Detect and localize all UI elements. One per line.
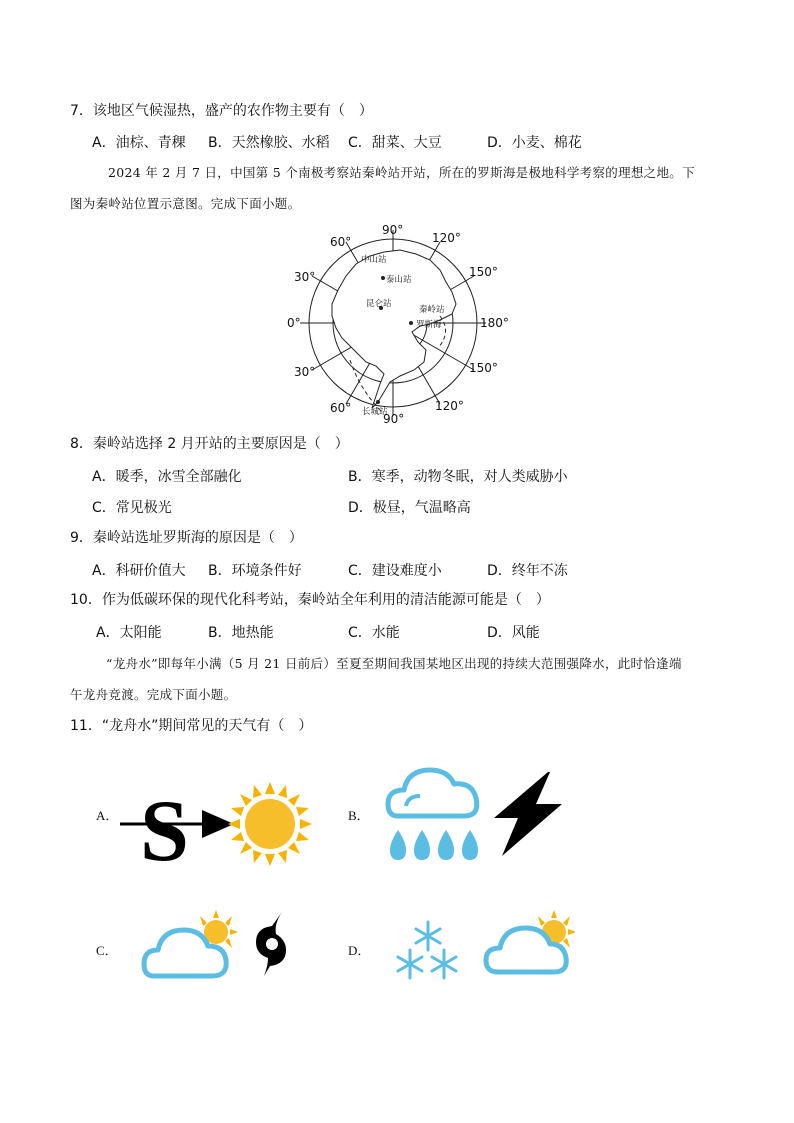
lightning-icon [494, 772, 562, 856]
q11-option-a-image[interactable] [118, 778, 318, 870]
q8-option-d[interactable]: D．极昼，气温略高 [348, 500, 471, 516]
q11-option-c-label[interactable]: C． [96, 943, 118, 958]
map-label-60-top: 60° [330, 235, 352, 249]
map-label-30-bottom: 30° [294, 365, 316, 379]
q10-option-b[interactable]: B．地热能 [208, 625, 274, 641]
q9-option-c[interactable]: C．建设难度小 [348, 563, 442, 579]
map-label-90-bottom: 90° [383, 412, 405, 426]
q7-option-a[interactable]: A．油棕、青稞 [92, 135, 186, 151]
antarctica-map [280, 220, 520, 430]
q7-stem: 7．该地区气候湿热，盛产的农作物主要有（ ） [70, 103, 373, 119]
map-label-180: 180° [480, 316, 509, 330]
map-station-changcheng: 长城站 [362, 407, 388, 417]
map-label-120-bottom: 120° [435, 399, 464, 413]
q8-stem: 8．秦岭站选择 2 月开站的主要原因是（ ） [70, 436, 349, 452]
passage1-line1: 2024 年 2 月 7 日，中国第 5 个南极考察站秦岭站开站，所在的罗斯海是极地科学考察的理想之地。下 [108, 165, 695, 180]
q9-option-b[interactable]: B．环境条件好 [208, 563, 302, 579]
map-station-qinling: 秦岭站 [419, 305, 445, 315]
q10-stem: 10．作为低碳环保的现代化科考站，秦岭站全年利用的清洁能源可能是（ ） [70, 592, 550, 608]
q11-option-b-label[interactable]: B． [348, 808, 370, 823]
snow-icon [398, 922, 456, 978]
q7-option-b[interactable]: B．天然橡胶、水稻 [208, 135, 330, 151]
rain-cloud-icon [388, 770, 478, 860]
wind-s-icon: S [140, 783, 189, 870]
passage1-line2: 图为秦岭站位置示意图。完成下面小题。 [70, 196, 301, 211]
map-station-taishan: 泰山站 [386, 275, 412, 285]
q11-option-d-label[interactable]: D． [348, 943, 371, 958]
map-label-90-top: 90° [382, 223, 404, 237]
q10-option-a[interactable]: A．太阳能 [96, 625, 162, 641]
map-label-120-top: 120° [432, 231, 461, 245]
q10-option-d[interactable]: D．风能 [487, 625, 540, 641]
map-station-kunlun: 昆仑站 [366, 299, 392, 309]
map-station-zhongshan: 中山站 [361, 255, 387, 265]
q10-option-c[interactable]: C．水能 [348, 625, 400, 641]
map-label-0: 0° [287, 316, 301, 330]
map-label-150-top: 150° [469, 265, 498, 279]
q7-option-c[interactable]: C．甜菜、大豆 [348, 135, 442, 151]
q7-option-d[interactable]: D．小麦、棉花 [487, 135, 582, 151]
q9-option-a[interactable]: A．科研价值大 [92, 563, 186, 579]
q8-option-b[interactable]: B．寒季，动物冬眠，对人类威胁小 [348, 469, 568, 485]
map-label-60-bottom: 60° [330, 401, 352, 415]
q9-option-d[interactable]: D．终年不冻 [487, 563, 568, 579]
passage2-line2: 午龙舟竞渡。完成下面小题。 [70, 687, 237, 702]
q11-option-b-image[interactable] [384, 762, 574, 866]
partly-cloudy-icon [144, 910, 238, 976]
q8-option-a[interactable]: A．暖季，冰雪全部融化 [92, 469, 242, 485]
q11-option-c-image[interactable] [140, 908, 300, 984]
partly-cloudy-icon-2 [486, 910, 576, 972]
map-label-30-top: 30° [294, 270, 316, 284]
typhoon-icon [256, 912, 286, 976]
q9-stem: 9．秦岭站选址罗斯海的原因是（ ） [70, 530, 303, 546]
sun-icon [228, 782, 312, 866]
q11-stem: 11．“龙舟水”期间常见的天气有（ ） [70, 718, 313, 734]
q8-option-c[interactable]: C．常见极光 [92, 500, 172, 516]
passage2-line1: “龙舟水”即每年小满（5 月 21 日前后）至夏至期间我国某地区出现的持续大范围强降水，此时恰逢端 [106, 656, 682, 671]
q11-option-a-label[interactable]: A． [96, 808, 119, 823]
map-label-150-bottom: 150° [469, 361, 498, 375]
map-label-ross-sea: 罗斯海 [416, 320, 442, 330]
q11-option-d-image[interactable] [388, 910, 578, 986]
